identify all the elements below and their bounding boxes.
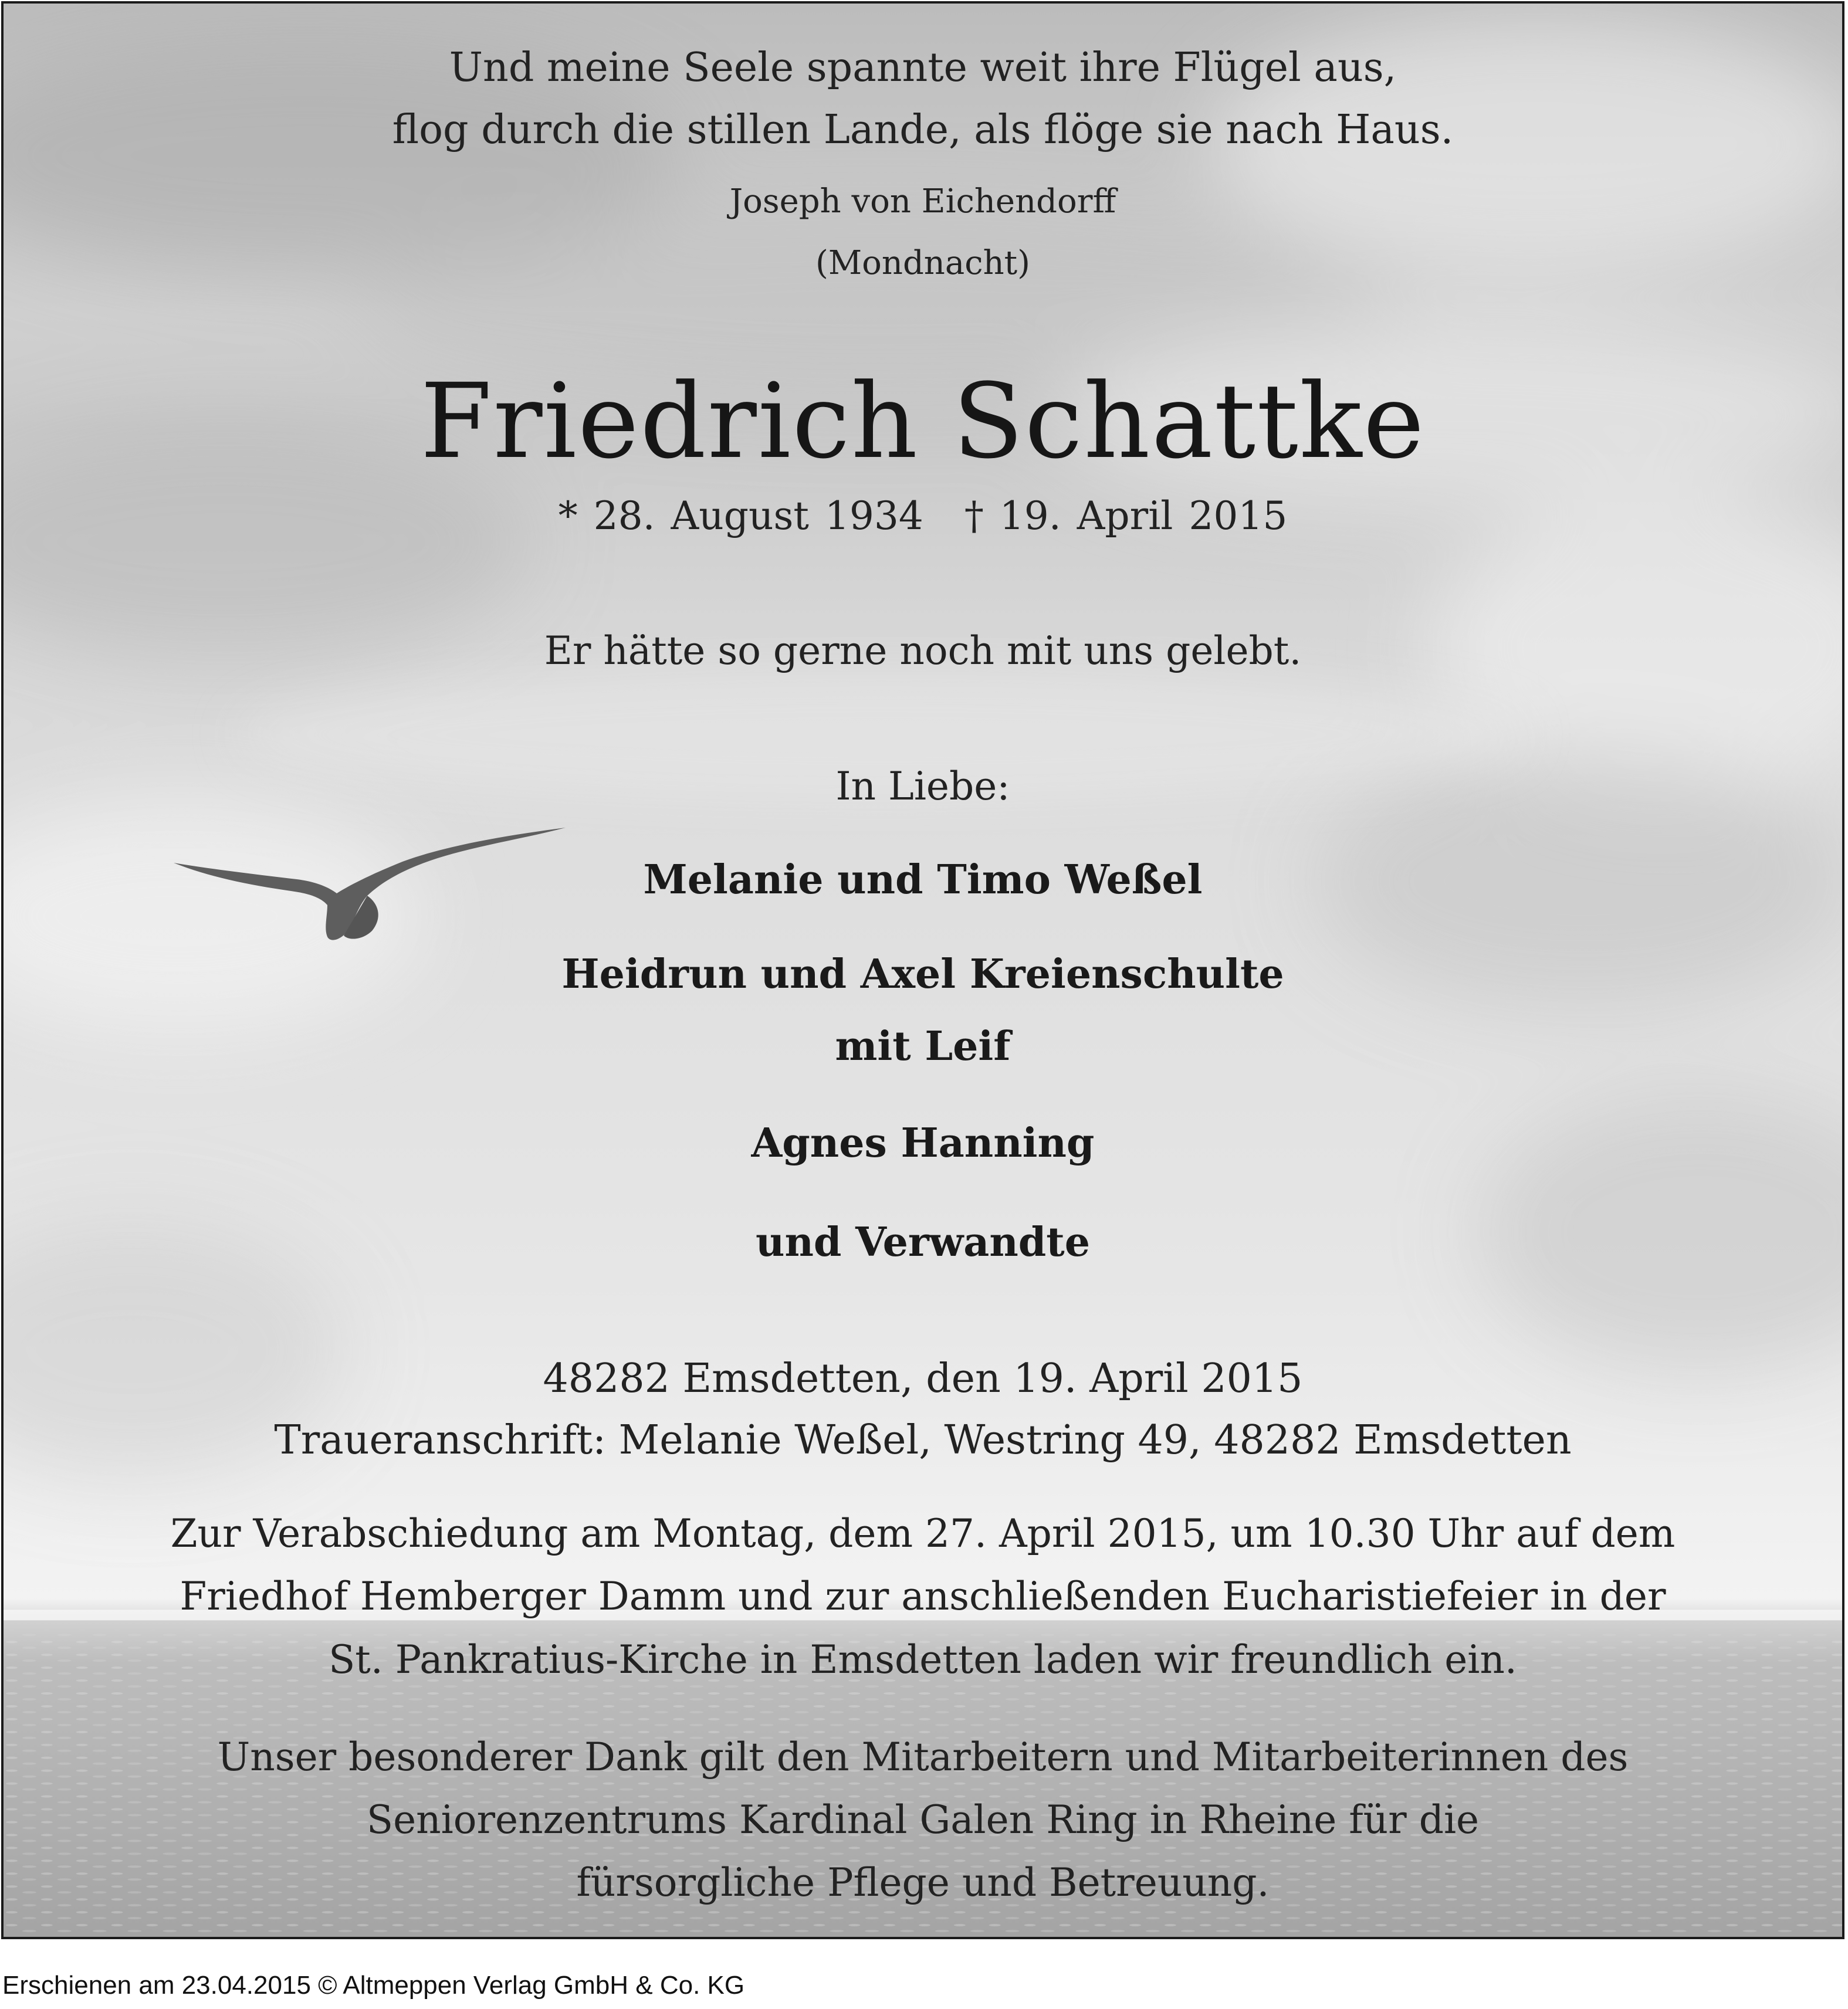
poem-line-2: flog durch die stillen Lande, als flöge sie nach Haus. xyxy=(392,107,1454,153)
deceased-name: Friedrich Schattke xyxy=(420,361,1426,482)
mourners-intro: In Liebe: xyxy=(835,764,1010,809)
publication-credit: Erschienen am 23.04.2015 © Altmeppen Verlag GmbH & Co. KG xyxy=(2,1971,745,2000)
thanks-line-2: Seniorenzentrums Kardinal Galen Ring in Rheine für die xyxy=(366,1797,1480,1842)
thanks-line-1: Unser besonderer Dank gilt den Mitarbeitern und Mitarbeiterinnen des xyxy=(217,1734,1629,1780)
service-line-1: Zur Verabschiedung am Montag, dem 27. April 2015, um 10.30 Uhr auf dem xyxy=(170,1511,1676,1556)
thanks-line-3: fürsorgliche Pflege und Betreuung. xyxy=(576,1860,1270,1905)
mourner-name: und Verwandte xyxy=(756,1219,1090,1266)
mourner-name: Melanie und Timo Weßel xyxy=(643,856,1203,903)
mourner-name: Heidrun und Axel Kreienschulte xyxy=(561,951,1284,998)
service-line-2: Friedhof Hemberger Damm und zur anschließenden Eucharistiefeier in der xyxy=(180,1574,1666,1619)
poem-work: (Mondnacht) xyxy=(815,244,1031,282)
service-line-3: St. Pankratius-Kirche in Emsdetten laden wir freundlich ein. xyxy=(329,1637,1517,1682)
birth-date: * 28. August 1934 xyxy=(558,493,923,538)
mourning-address: Traueranschrift: Melanie Weßel, Westring 49, 48282 Emsdetten xyxy=(274,1417,1572,1463)
mourner-name: mit Leif xyxy=(835,1023,1011,1070)
place-date: 48282 Emsdetten, den 19. April 2015 xyxy=(543,1356,1303,1402)
death-date: † 19. April 2015 xyxy=(964,493,1288,538)
poem-line-1: Und meine Seele spannte weit ihre Flügel aus, xyxy=(449,45,1397,91)
notice-text xyxy=(4,4,1842,1937)
mourner-name: Agnes Hanning xyxy=(751,1120,1095,1167)
farewell-message: Er hätte so gerne noch mit uns gelebt. xyxy=(544,628,1302,673)
obituary-notice xyxy=(1,1,1844,1939)
life-dates xyxy=(4,493,1842,538)
poem-author: Joseph von Eichendorff xyxy=(729,182,1116,221)
